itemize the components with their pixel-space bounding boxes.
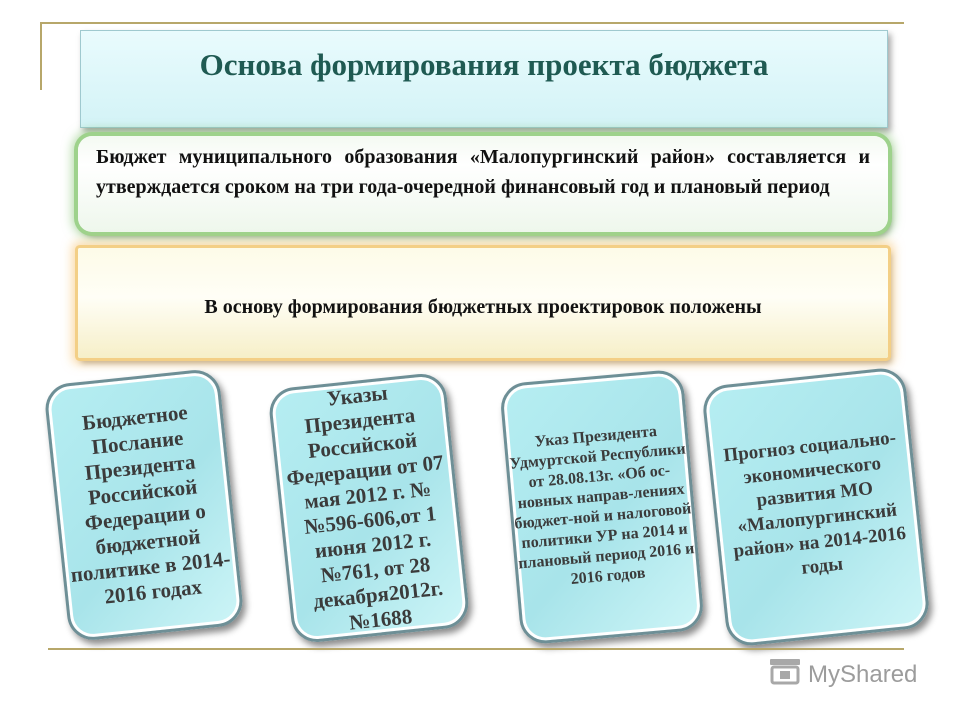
myshared-logo-icon <box>768 657 802 694</box>
card-presidential-decrees <box>267 371 471 644</box>
basis-heading-box <box>78 248 888 358</box>
frame-top-line <box>40 22 904 24</box>
frame-left-line <box>40 22 42 90</box>
card-text: Указы Президента Российской Федерации от 07 мая 2012 г. №№596-606,от 1 июня 2012 г. №761, от 28 декабря2012г. №1688 <box>285 380 445 635</box>
card-budget-message <box>43 368 245 643</box>
card-text: Указ Президента Удмуртской Республики от 28.08.13г. «Об ос-новных направ-лениях бюджет-ной и налоговой политики УР на 2014 и плановый период 2016 и 2016 годов <box>508 422 696 588</box>
card-forecast <box>701 366 931 648</box>
card-udmurt-decree <box>499 368 705 645</box>
card-text: Бюджетное Послание Президента Российской Федерации о бюджетной политике в 2014-2016 годах <box>69 400 232 609</box>
slide-title: Основа формирования проекта бюджета <box>199 47 769 82</box>
title-box <box>80 30 888 128</box>
budget-statement-text: Бюджет муниципального образования «Малопургинский район» составляется и утверждается сроком на три года-очередной финансовый год и плановый период <box>96 146 870 198</box>
watermark-brand: MyShared <box>808 661 918 688</box>
basis-heading-text: В основу формирования бюджетных проектировок положены <box>204 296 762 318</box>
budget-statement-box <box>78 136 888 232</box>
watermark <box>768 658 917 692</box>
frame-bottom-line <box>48 648 904 650</box>
card-text: Прогноз социально-экономического развития МО «Малопургинский район» на 2014-2016 годы <box>722 427 907 579</box>
